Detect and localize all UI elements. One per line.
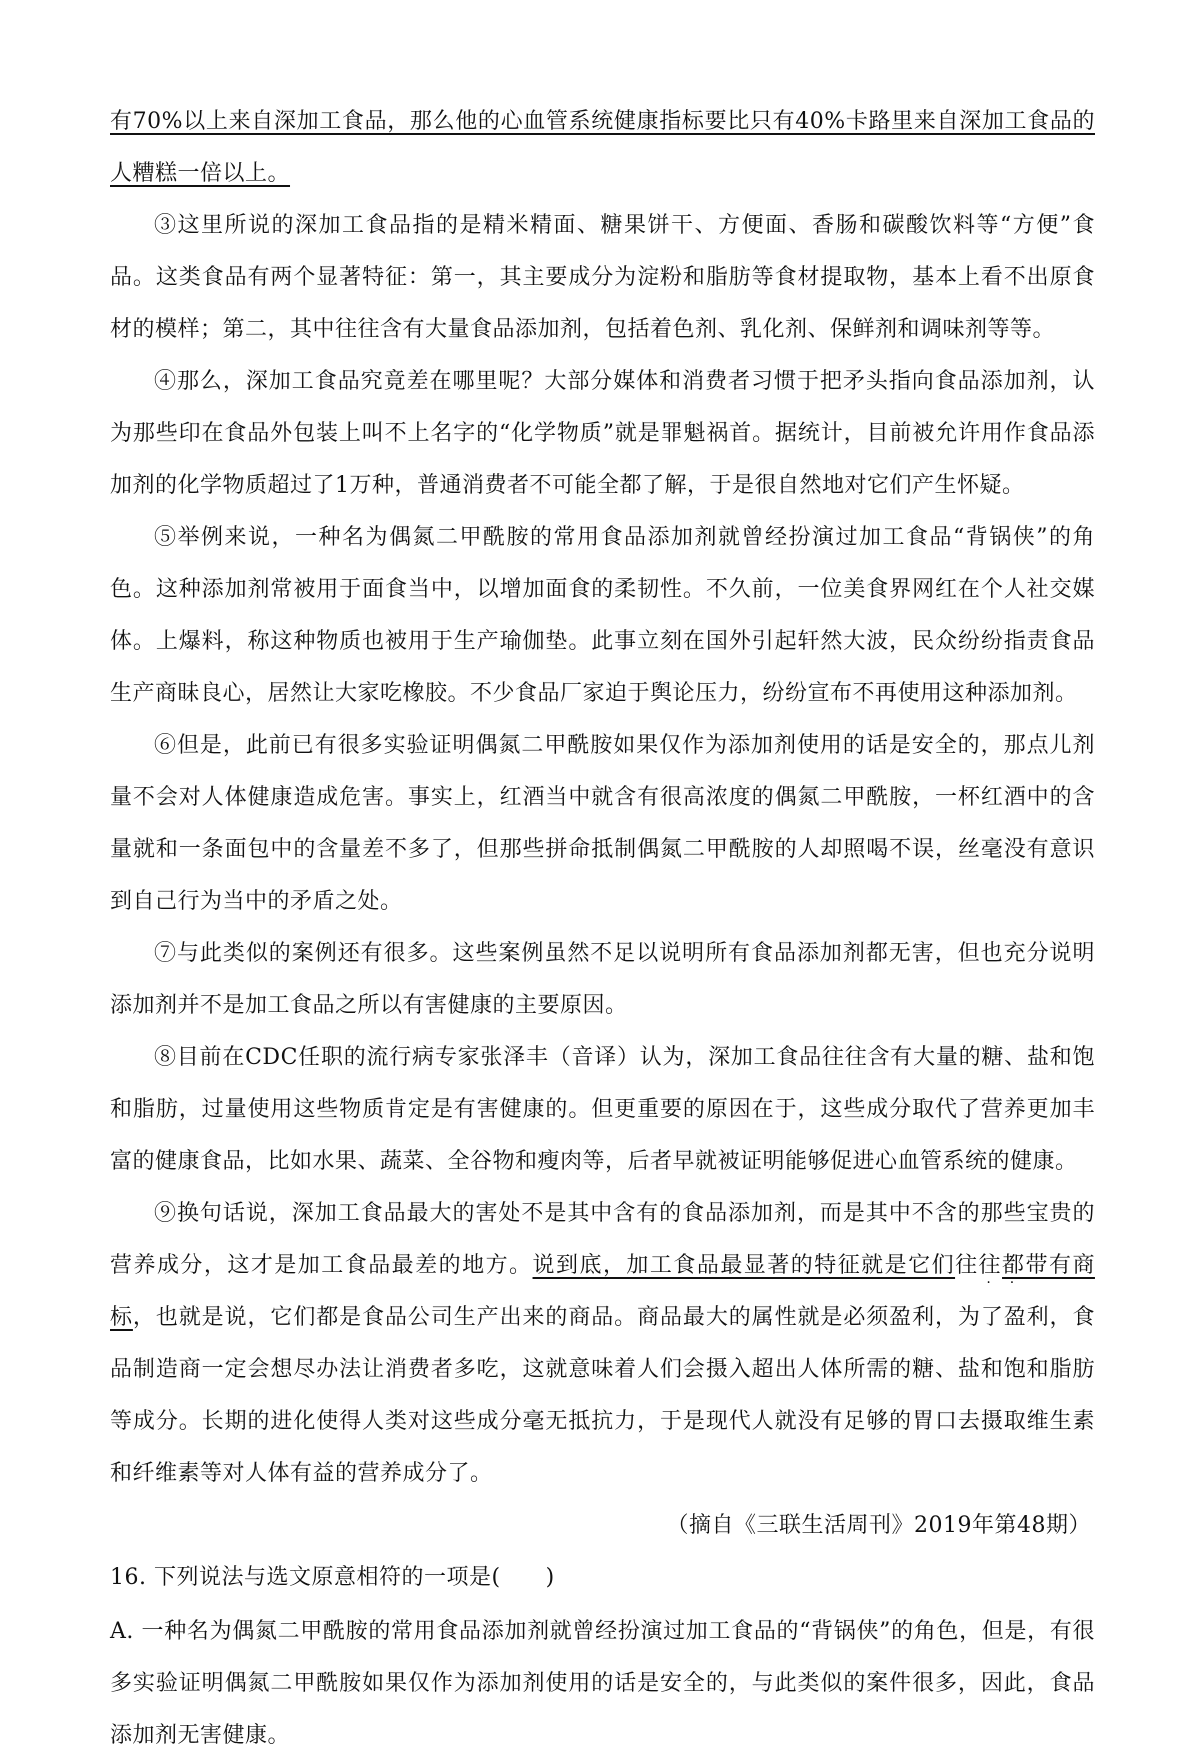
paragraph-4: ④那么，深加工食品究竟差在哪里呢？大部分媒体和消费者习惯于把矛头指向食品添加剂，认为那些印在食品外包装上叫不上名字的“化学物质”就是罪魁祸首。据统计，目前被允许用作食品添加剂的化学物质超过了1万种，普通消费者不可能全都了解，于是很自然地对它们产生怀疑。 (110, 369, 1095, 498)
emphasis-dot-marker: · (986, 1275, 992, 1291)
paragraph-5: ⑤举例来说，一种名为偶氮二甲酰胺的常用食品添加剂就曾经扮演过加工食品“背锅侠”的角色。这种添加剂常被用于面食当中，以增加面食的柔韧性。不久前，一位美食界网红在个人社交媒体。上爆料，称这种物质也被用于生产瑜伽垫。此事立刻在国外引起轩然大波，民众纷纷指责食品生产商昧良心，居然让大家吃橡胶。不少食品厂家迫于舆论压力，纷纷宣布不再使用这种添加剂。 (110, 525, 1095, 706)
option-a: A. 一种名为偶氮二甲酰胺的常用食品添加剂就曾经扮演过加工食品的“背锅侠”的角色，但是，有很多实验证明偶氮二甲酰胺如果仅作为添加剂使用的话是安全的，与此类似的案件很多，因此，食品添加剂无害健康。 (110, 1619, 1095, 1748)
document-page (110, 96, 1095, 1762)
paragraph-3: ③这里所说的深加工食品指的是精米精面、糖果饼干、方便面、香肠和碳酸饮料等“方便”食品。这类食品有两个显著特征：第一，其主要成分为淀粉和脂肪等食材提取物，基本上看不出原食材的模样；第二，其中往往含有大量食品添加剂，包括着色剂、乳化剂、保鲜剂和调味剂等等。 (110, 213, 1095, 342)
paragraph-9-tail: ，也就是说，它们都是食品公司生产出来的商品。商品最大的属性就是必须盈利，为了盈利，食品制造商一定会想尽办法让消费者多吃，这就意味着人们会摄入超出人体所需的糖、盐和饱和脂肪等成分。长期的进化使得人类对这些成分毫无抵抗力，于是现代人就没有足够的胃口去摄取维生素和纤维素等对人体有益的营养成分了。 (110, 1305, 1095, 1486)
emphasis-char-2: 往 · (979, 1253, 1002, 1278)
paragraph-7: ⑦与此类似的案例还有很多。这些案例虽然不足以说明所有食品添加剂都无害，但也充分说明添加剂并不是加工食品之所以有害健康的主要原因。 (110, 941, 1095, 1018)
paragraph-6: ⑥但是，此前已有很多实验证明偶氮二甲酰胺如果仅作为添加剂使用的话是安全的，那点儿剂量不会对人体健康造成危害。事实上，红酒当中就含有很高浓度的偶氮二甲酰胺，一杯红酒中的含量就和一条面包中的含量差不多了，但那些拼命抵制偶氮二甲酰胺的人却照喝不误，丝毫没有意识到自己行为当中的矛盾之处。 (110, 733, 1095, 914)
question-stem: 16. 下列说法与选文原意相符的一项是( ) (110, 1565, 555, 1590)
paragraph-9-lead: ⑨换句话说，深加工食品最大的害处不是其中含有的食品添加剂，而是其中不含的那些宝贵的营养成分，这才是加工食品最差的地方。 (110, 1201, 1095, 1278)
underlined-sentence-part1: 说到底，加工食品最显著的特征就是它们 (532, 1253, 956, 1278)
emphasis-dot-marker: · (1009, 1275, 1015, 1291)
source-citation: （摘自《三联生活周刊》2019年第48期） (666, 1513, 1091, 1538)
underlined-sentence-part2: 都带有商标 (110, 1253, 1095, 1330)
paragraph-8: ⑧目前在CDC任职的流行病专家张泽丰（音译）认为，深加工食品往往含有大量的糖、盐和饱和脂肪，过量使用这些物质肯定是有害健康的。但更重要的原因在于，这些成分取代了营养更加丰富的健康食品，比如水果、蔬菜、全谷物和瘦肉等，后者早就被证明能够促进心血管系统的健康。 (110, 1045, 1095, 1174)
paragraph-intro-underlined: 有70%以上来自深加工食品，那么他的心血管系统健康指标要比只有40%卡路里来自深加工食品的人糟糕一倍以上。 (110, 109, 1095, 186)
paragraph-9 (110, 1188, 1095, 1500)
emphasis-char-1: 往 · (955, 1253, 978, 1278)
